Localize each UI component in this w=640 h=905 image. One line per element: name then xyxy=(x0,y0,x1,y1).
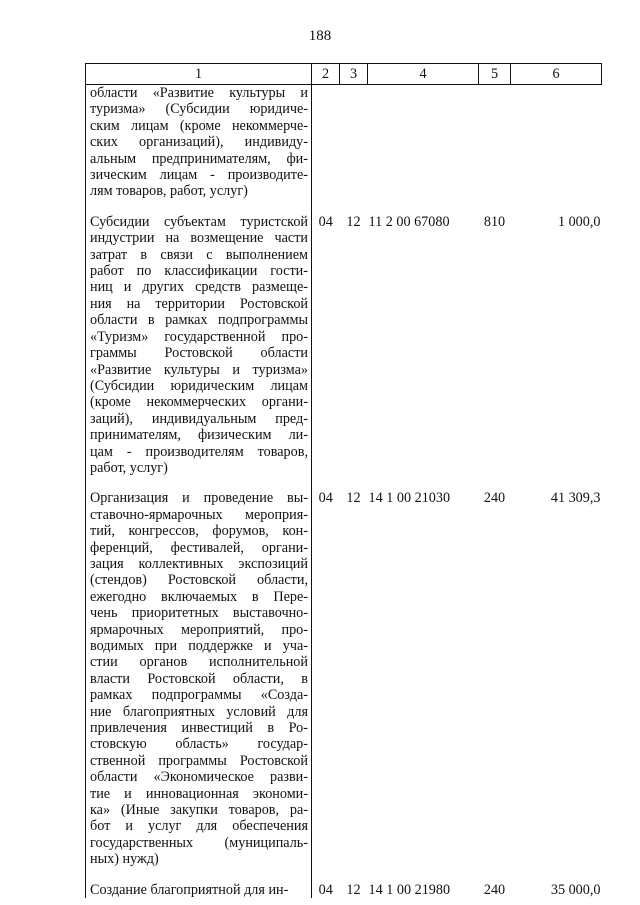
description-line: зическим лицам - производите- xyxy=(90,167,308,184)
description-line: ственной программы Ростовской xyxy=(90,752,308,769)
description-line: ежегодно включаемых в Пере- xyxy=(90,588,308,605)
amount: 41 309,3 xyxy=(550,490,601,507)
table-row xyxy=(86,490,602,881)
description-line: ским лицам (кроме некоммерче- xyxy=(90,117,308,134)
description-line: работ по классификации гости- xyxy=(90,263,308,280)
row-description xyxy=(86,214,312,491)
description-line: «Развитие культуры и туризма» xyxy=(90,361,308,378)
header-col-6: 6 xyxy=(511,64,602,85)
description-line: граммы Ростовской области xyxy=(90,345,308,362)
description-line: ние благоприятных условий для xyxy=(90,703,308,720)
description-line: затрат в связи с выполнением xyxy=(90,246,308,263)
target-article-code: 14 1 00 21980 xyxy=(368,881,451,898)
amount xyxy=(511,85,602,214)
description-line: зация коллективных экспозиций xyxy=(90,555,308,572)
description-line: туризма» (Субсидии юридиче- xyxy=(90,101,308,118)
description-line: цам - производителям товаров, xyxy=(90,443,308,460)
header-col-5: 5 xyxy=(479,64,511,85)
description-line: Организация и проведение вы- xyxy=(90,490,308,507)
table-header-row xyxy=(86,64,602,85)
budget-table xyxy=(85,63,602,898)
description-line: принимателям, физическим ли- xyxy=(90,427,308,444)
description-line: ставочно-ярмарочных мероприя- xyxy=(90,506,308,523)
subsection-code: 12 xyxy=(346,881,361,898)
section-code: 04 xyxy=(318,881,333,898)
description-line: индустрии на возмещение части xyxy=(90,230,308,247)
description-line: государственных (муниципаль- xyxy=(90,834,308,851)
row-description xyxy=(86,882,312,898)
description-line: ных) нужд) xyxy=(90,851,159,868)
description-line: (Субсидии юридическим лицам xyxy=(90,377,308,394)
table-row xyxy=(86,214,602,491)
expense-type-code: 240 xyxy=(483,881,506,898)
description-line: заций), индивидуальным пред- xyxy=(90,410,308,427)
expense-type-code: 240 xyxy=(483,490,506,507)
subsection-code xyxy=(340,85,368,214)
target-article-code: 14 1 00 21030 xyxy=(368,490,451,507)
description-line: стовскую область» государ- xyxy=(90,736,308,753)
description-line: ских организаций), индивиду- xyxy=(90,134,308,151)
description-line: ниц и других средств размеще- xyxy=(90,279,308,296)
row-description xyxy=(86,85,312,214)
target-article-code xyxy=(368,85,479,214)
table-row xyxy=(86,882,602,898)
section-code: 04 xyxy=(318,213,333,230)
amount: 1 000,0 xyxy=(557,213,601,230)
description-line: ференций, фестивалей, органи- xyxy=(90,539,308,556)
description-line: работ, услуг) xyxy=(90,459,168,476)
subsection-code: 12 xyxy=(346,490,361,507)
description-line: Субсидии субъектам туристской xyxy=(90,213,308,230)
description-line: ка» (Иные закупки товаров, ра- xyxy=(90,802,308,819)
description-line: альным предпринимателям, фи- xyxy=(90,150,308,167)
header-col-3: 3 xyxy=(340,64,368,85)
description-line: привлечения инвестиций в Ро- xyxy=(90,720,308,737)
header-col-2: 2 xyxy=(312,64,340,85)
description-line: власти Ростовской области, в xyxy=(90,670,308,687)
description-line: (стендов) Ростовской области, xyxy=(90,572,308,589)
description-line: тий, конгрессов, форумов, кон- xyxy=(90,523,308,540)
description-line: области «Развитие культуры и xyxy=(90,85,308,101)
description-line: области в рамках подпрограммы xyxy=(90,312,308,329)
expense-type-code: 810 xyxy=(483,213,506,230)
description-line: области «Экономическое разви- xyxy=(90,769,308,786)
description-line: водимых при поддержке и уча- xyxy=(90,638,308,654)
description-line: ния на территории Ростовской xyxy=(90,295,308,312)
row-description xyxy=(86,490,312,881)
description-line: тие и инновационная экономи- xyxy=(90,785,308,802)
expense-type-code xyxy=(479,85,511,214)
description-line: (кроме некоммерческих органи- xyxy=(90,394,308,411)
description-line: стии органов исполнительной xyxy=(90,654,308,671)
description-line: лям товаров, работ, услуг) xyxy=(90,183,248,200)
section-code xyxy=(312,85,340,214)
description-line: рамках подпрограммы «Созда- xyxy=(90,687,308,704)
description-line: ярмарочных мероприятий, про- xyxy=(90,621,308,638)
header-col-1: 1 xyxy=(86,64,312,85)
description-line: «Туризм» государственной про- xyxy=(90,328,308,345)
description-line: чень приоритетных выставочно- xyxy=(90,605,308,622)
subsection-code: 12 xyxy=(346,213,361,230)
page-number: 188 xyxy=(308,28,332,44)
description-line: бот и услуг для обеспечения xyxy=(90,818,308,835)
section-code: 04 xyxy=(318,490,333,507)
table-row xyxy=(86,85,602,214)
target-article-code: 11 2 00 67080 xyxy=(368,213,450,230)
description-line: Создание благоприятной для ин- xyxy=(90,881,289,898)
header-col-4: 4 xyxy=(368,64,479,85)
amount: 35 000,0 xyxy=(550,881,601,898)
